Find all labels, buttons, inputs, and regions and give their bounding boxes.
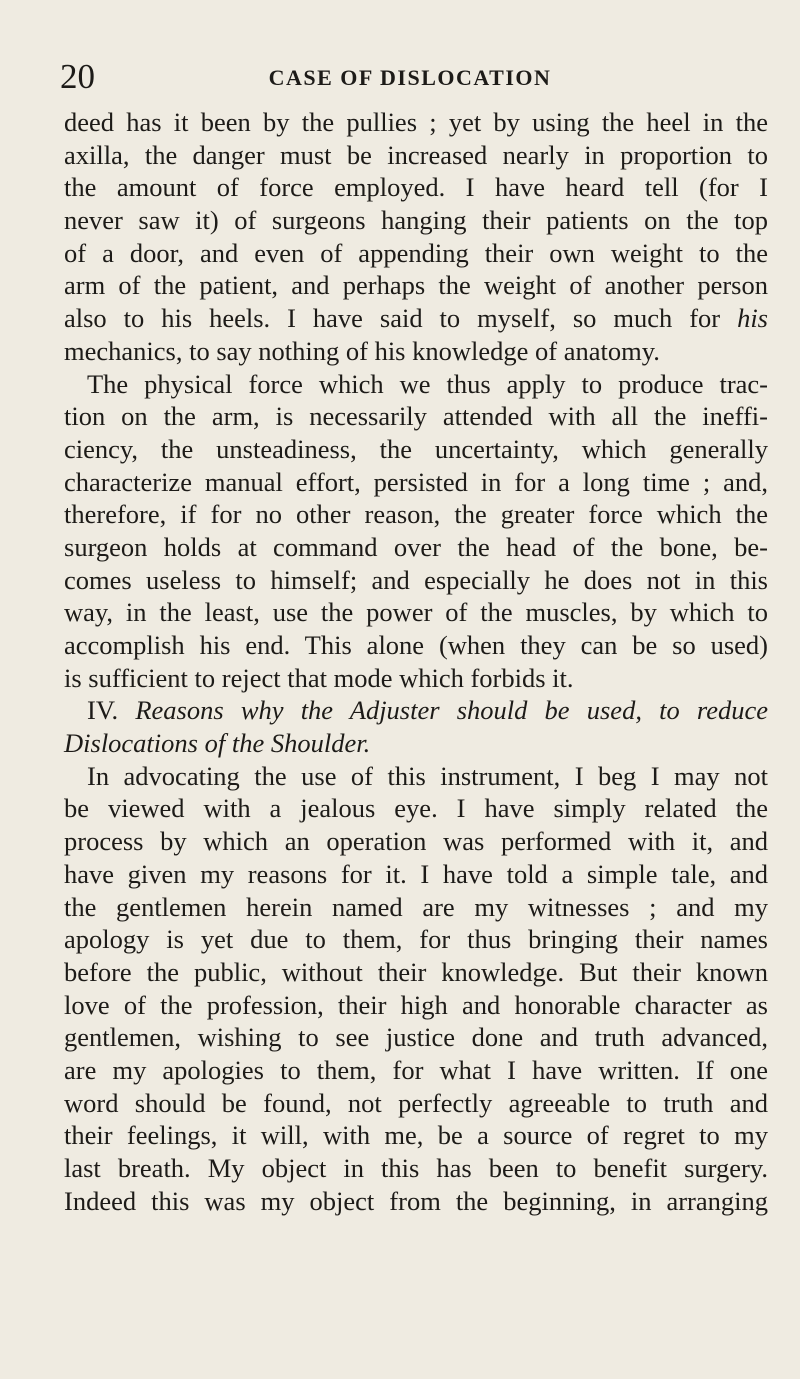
text-line xyxy=(64,302,768,335)
running-head xyxy=(0,57,800,97)
text-run: also to his heels. I have said to myself, so much for xyxy=(64,303,738,334)
section-heading-continued: Dislocations of the Shoulder. xyxy=(64,728,371,759)
paragraph-end-line: is sufficient to reject that mode which forbids it. xyxy=(64,662,574,693)
text-line: last breath. My object in this has been to benefit surgery. xyxy=(64,1153,768,1183)
text-line: apology is yet due to them, for thus bringing their names xyxy=(64,924,768,955)
section-heading xyxy=(64,694,768,727)
text-line: Indeed this was my object from the beginning, in arranging xyxy=(64,1185,768,1216)
text-line: characterize manual effort, persisted in for a long time ; and, xyxy=(64,466,768,497)
text-line: deed has it been by the pullies ; yet by using the heel in the xyxy=(64,107,768,137)
text-line: ciency, the unsteadiness, the uncertainty, which generally xyxy=(64,433,768,464)
paragraph-start-line: In advocating the use of this instrument, I beg I may not xyxy=(87,760,768,791)
text-line: arm of the patient, and perhaps the weight of another person xyxy=(64,270,768,301)
section-heading-text: Reasons why the Adjuster should be used, to reduce xyxy=(135,695,768,726)
text-line: the gentlemen herein named are my witnesses ; and my xyxy=(64,891,768,922)
text-line: therefore, if for no other reason, the greater force which the xyxy=(64,499,768,530)
text-line: their feelings, it will, with me, be a source of regret to my xyxy=(64,1120,768,1151)
text-line: have given my reasons for it. I have told a simple tale, and xyxy=(64,858,768,889)
text-line: surgeon holds at command over the head of the bone, be- xyxy=(64,531,768,562)
running-title: CASE OF DISLOCATION xyxy=(268,65,552,90)
emphasized-word: his xyxy=(737,303,768,334)
text-line: love of the profession, their high and honorable character as xyxy=(64,989,768,1020)
text-line: process by which an operation was performed with it, and xyxy=(64,826,768,857)
text-line: word should be found, not perfectly agreeable to truth and xyxy=(64,1087,768,1118)
section-number: IV. xyxy=(87,695,136,726)
text-line: axilla, the danger must be increased nearly in proportion to xyxy=(64,139,768,170)
text-line: never saw it) of surgeons hanging their patients on the top xyxy=(64,205,768,236)
text-line: comes useless to himself; and especially he does not in this xyxy=(64,564,768,595)
text-line: are my apologies to them, for what I have written. If one xyxy=(64,1054,768,1085)
text-line: be viewed with a jealous eye. I have simply related the xyxy=(64,793,768,824)
page-number: 20 xyxy=(60,57,95,96)
text-line: tion on the arm, is necessarily attended with all the ineffi- xyxy=(64,401,768,432)
text-line: the amount of force employed. I have heard tell (for I xyxy=(64,172,768,203)
text-line: accomplish his end. This alone (when they can be so used) xyxy=(64,630,768,660)
paragraph-start-line: The physical force which we thus apply to produce trac- xyxy=(87,368,768,399)
text-line: of a door, and even of appending their own weight to the xyxy=(64,237,768,268)
body-text xyxy=(64,106,768,1217)
paragraph-end-line: mechanics, to say nothing of his knowledge of anatomy. xyxy=(64,335,660,366)
text-line: way, in the least, use the power of the muscles, by which to xyxy=(64,597,768,628)
text-line: before the public, without their knowledge. But their known xyxy=(64,956,768,987)
text-line: gentlemen, wishing to see justice done and truth advanced, xyxy=(64,1022,768,1053)
